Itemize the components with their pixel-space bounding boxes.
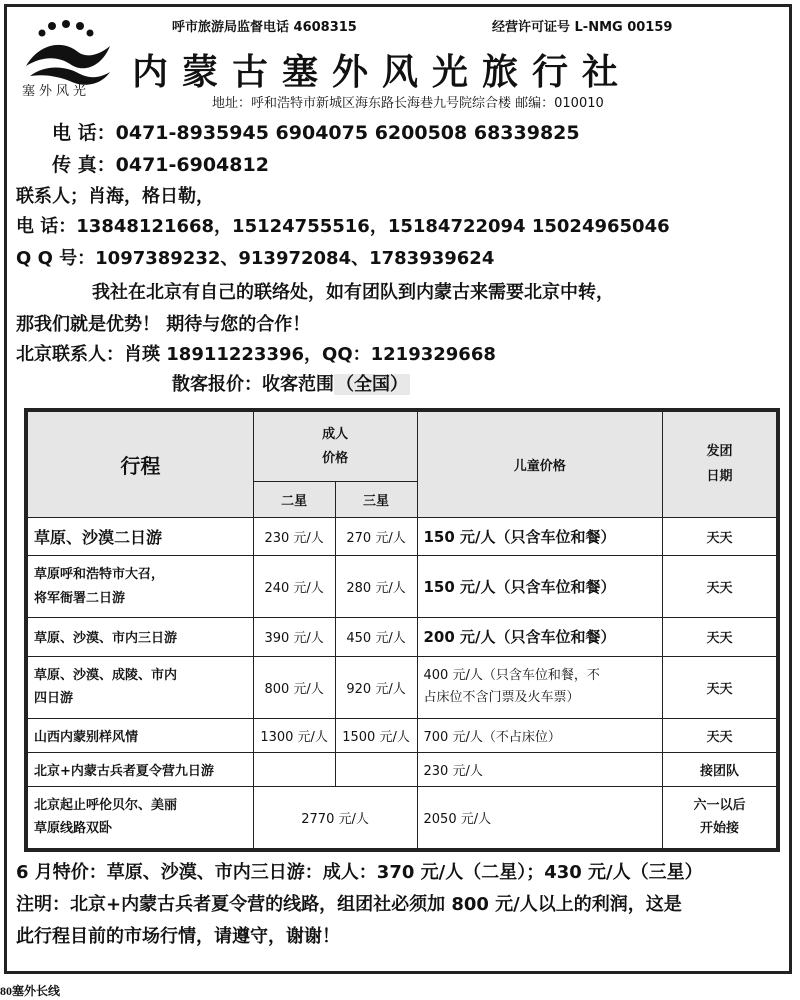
two-star-price: 390 元/人 (253, 618, 335, 656)
three-star-price: 270 元/人 (335, 518, 417, 556)
child-price: 150 元/人（只含车位和餐） (417, 556, 663, 618)
table-row (28, 518, 777, 556)
child-price: 230 元/人 (417, 752, 663, 786)
route-cell: 草原、沙漠二日游 (28, 518, 254, 556)
departure-date: 天天 (663, 556, 777, 618)
departure-date: 天天 (663, 656, 777, 718)
header-three-star: 三星 (335, 482, 417, 518)
two-star-price: 240 元/人 (253, 556, 335, 618)
qq-values: 1097389232、913972084、1783939624 (95, 248, 495, 269)
beijing-contact: 北京联系人：肖瑛 18911223396，QQ：1219329668 (16, 344, 496, 365)
license-number: 经营许可证号 L-NMG 00159 (492, 20, 673, 35)
departure-date: 接团队 (663, 752, 777, 786)
mobile-label: 电 话： (16, 216, 77, 237)
route-cell: 北京+内蒙古兵者夏令营九日游 (28, 752, 254, 786)
child-price: 200 元/人（只含车位和餐） (417, 618, 663, 656)
quote-scope-line (172, 370, 410, 396)
child-price: 700 元/人（不占床位） (417, 718, 663, 752)
note-line-1: 注明：北京+内蒙古兵者夏令营的线路，组团社必须加 800 元/人以上的利润，这是 (16, 894, 682, 915)
departure-date: 六一以后 开始接 (663, 786, 777, 848)
route-cell: 草原、沙漠、市内三日游 (28, 618, 254, 656)
contact-person: 联系人；肖海，格日勒， (16, 186, 214, 207)
mobile-values: 13848121668，15124755516，15184722094 15024965046 (76, 216, 670, 237)
table-row (28, 786, 777, 848)
june-special: 6 月特价：草原、沙漠、市内三日游：成人：370 元/人（二星）；430 元/人（三星） (16, 862, 703, 883)
route-cell: 北京起止呼伦贝尔、美丽 草原线路双卧 (28, 786, 254, 848)
phone-line (52, 118, 580, 145)
note-line-2: 此行程目前的市场行情，请遵守，谢谢！ (16, 926, 340, 947)
quote-prefix: 散客报价：收客范围 (172, 374, 334, 395)
header-adult-price: 成人 价格 (253, 412, 417, 482)
fax-label: 传 真： (52, 154, 116, 176)
price-table (24, 408, 780, 852)
header-child-price: 儿童价格 (417, 412, 663, 518)
supervision-phone: 呼市旅游局监督电话 4608315 (172, 20, 357, 35)
qq-line (16, 244, 494, 270)
child-price: 2050 元/人 (417, 786, 663, 848)
child-price: 400 元/人（只含车位和餐，不 占床位不含门票及火车票） (417, 656, 663, 718)
agency-name: 内蒙古塞外风光旅行社 (132, 52, 633, 93)
departure-date: 天天 (663, 618, 777, 656)
departure-date: 天天 (663, 518, 777, 556)
three-star-price: 450 元/人 (335, 618, 417, 656)
two-star-price (253, 752, 335, 786)
table-row (28, 656, 777, 718)
child-price: 150 元/人（只含车位和餐） (417, 518, 663, 556)
table-row (28, 618, 777, 656)
route-cell: 草原呼和浩特市大召， 将军衙署二日游 (28, 556, 254, 618)
table-row (28, 752, 777, 786)
three-star-price (335, 752, 417, 786)
two-star-price: 800 元/人 (253, 656, 335, 718)
merged-adult-price: 2770 元/人 (253, 786, 417, 848)
phone-values: 0471-8935945 6904075 6200508 68339825 (115, 122, 580, 144)
qq-label: Q Q 号： (16, 248, 96, 269)
fax-value: 0471-6904812 (115, 154, 269, 176)
table-row (28, 718, 777, 752)
beijing-note-2: 那我们就是优势！ 期待与您的合作！ (16, 314, 311, 335)
two-star-price: 230 元/人 (253, 518, 335, 556)
route-cell: 山西内蒙别样风情 (28, 718, 254, 752)
fax-line (52, 150, 269, 177)
three-star-price: 920 元/人 (335, 656, 417, 718)
logo-text: 塞外风光 (22, 84, 91, 99)
departure-date: 天天 (663, 718, 777, 752)
header-departure-date: 发团 日期 (663, 412, 777, 518)
header-route: 行程 (28, 412, 254, 518)
two-star-price: 1300 元/人 (253, 718, 335, 752)
quote-scope: （全国） (336, 374, 408, 395)
header-two-star: 二星 (253, 482, 335, 518)
route-cell: 草原、沙漠、成陵、市内 四日游 (28, 656, 254, 718)
three-star-price: 1500 元/人 (335, 718, 417, 752)
phone-label: 电 话： (52, 122, 116, 144)
agency-address: 地址：呼和浩特市新城区海东路长海巷九号院综合楼 邮编：010010 (212, 96, 604, 111)
beijing-note-1: 我社在北京有自己的联络处，如有团队到内蒙古来需要北京中转， (92, 282, 614, 303)
three-star-price: 280 元/人 (335, 556, 417, 618)
page-label: 80塞外长线 (0, 984, 61, 998)
mobile-line (16, 212, 670, 238)
table-row (28, 556, 777, 618)
